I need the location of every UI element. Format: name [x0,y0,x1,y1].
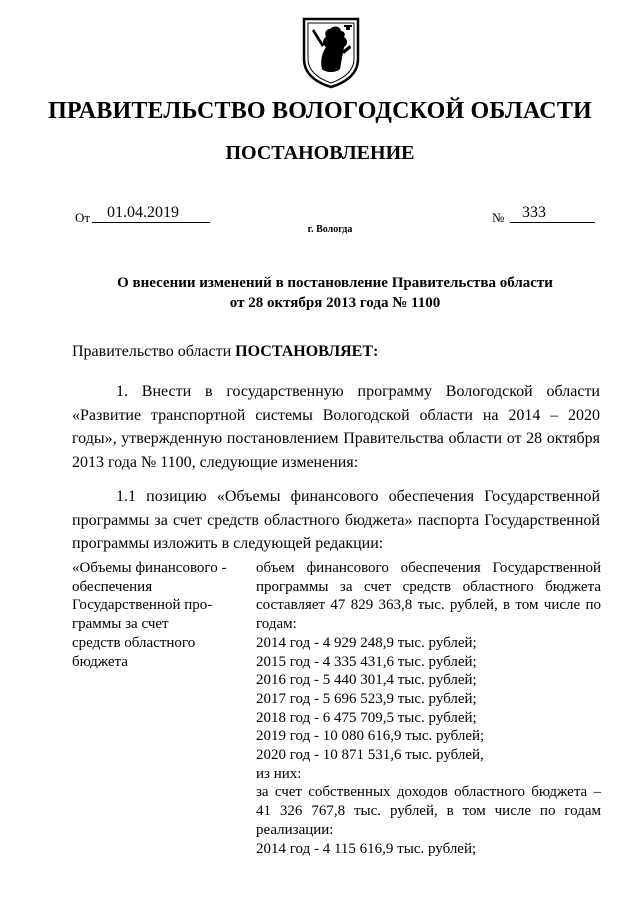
year-row: 2020 год - 10 871 531,6 тыс. рублей, [256,747,484,764]
year-row: 2019 год - 10 080 616,9 тыс. рублей; [256,728,485,745]
left-line: средств областного [72,634,196,651]
position-name-column [72,559,252,671]
year-row-own: 2014 год - 4 115 616,9 тыс. рублей; [256,840,477,857]
of-them-label: из них: [256,765,302,782]
resolve-prefix: Правительство области [72,343,236,360]
year-row: 2014 год - 4 929 248,9 тыс. рублей; [256,634,477,651]
resolve-word: ПОСТАНОВЛЯЕТ: [235,343,379,360]
year-row: 2018 год - 6 475 709,5 тыс. рублей; [256,709,477,726]
city: г. Вологда [307,224,353,235]
document-subject [80,273,590,313]
year-row: 2016 год - 5 440 301,4 тыс. рублей; [256,672,477,689]
funding-intro: объем финансового обеспечения Государственной программы за счет средств областного бюджета составляет 47 829 363,8 тыс. рублей, в том числе по годам: [256,560,601,633]
date-label: От [75,210,91,225]
resolution-line [72,343,378,361]
left-line: «Объемы финансового - [72,560,227,576]
year-row: 2017 год - 5 696 523,9 тыс. рублей; [256,690,477,707]
document-number: 333 [510,203,595,223]
coat-of-arms-icon [300,15,362,89]
document-date: 01.04.2019 [92,203,210,223]
number-label: № [492,210,505,225]
paragraph-1-1: 1.1 позицию «Объемы финансового обеспечения Государственной программы за счет средств областного бюджета» паспорта Государственной программы изложить в следующей редакции: [72,488,600,552]
document-type: ПОСТАНОВЛЕНИЕ [225,142,415,164]
left-line: граммы за счет [72,616,169,633]
year-row: 2015 год - 4 335 431,6 тыс. рублей; [256,653,477,670]
government-title: ПРАВИТЕЛЬСТВО ВОЛОГОДСКОЙ ОБЛАСТИ [48,98,592,124]
left-line: Государственной про- [72,597,213,614]
left-line: обеспечения [72,578,153,595]
left-line: бюджета [72,653,128,670]
funding-column [256,559,601,858]
subject-line-2: от 28 октября 2013 года № 1100 [229,295,441,311]
paragraph-1: 1. Внести в государственную программу Вологодской области «Развитие транспортной системы Вологодской области на 2014 – 2020 годы», утвержденную постановлением Правительства области от 28 октября 2013 года № 1100, следующие изменения: [72,383,600,471]
own-revenue-text: за счет собственных доходов областного бюджета – 41 326 767,8 тыс. рублей, в том числе по годам реализации: [256,784,601,838]
subject-line-1: О внесении изменений в постановление Правительства области [117,275,553,291]
